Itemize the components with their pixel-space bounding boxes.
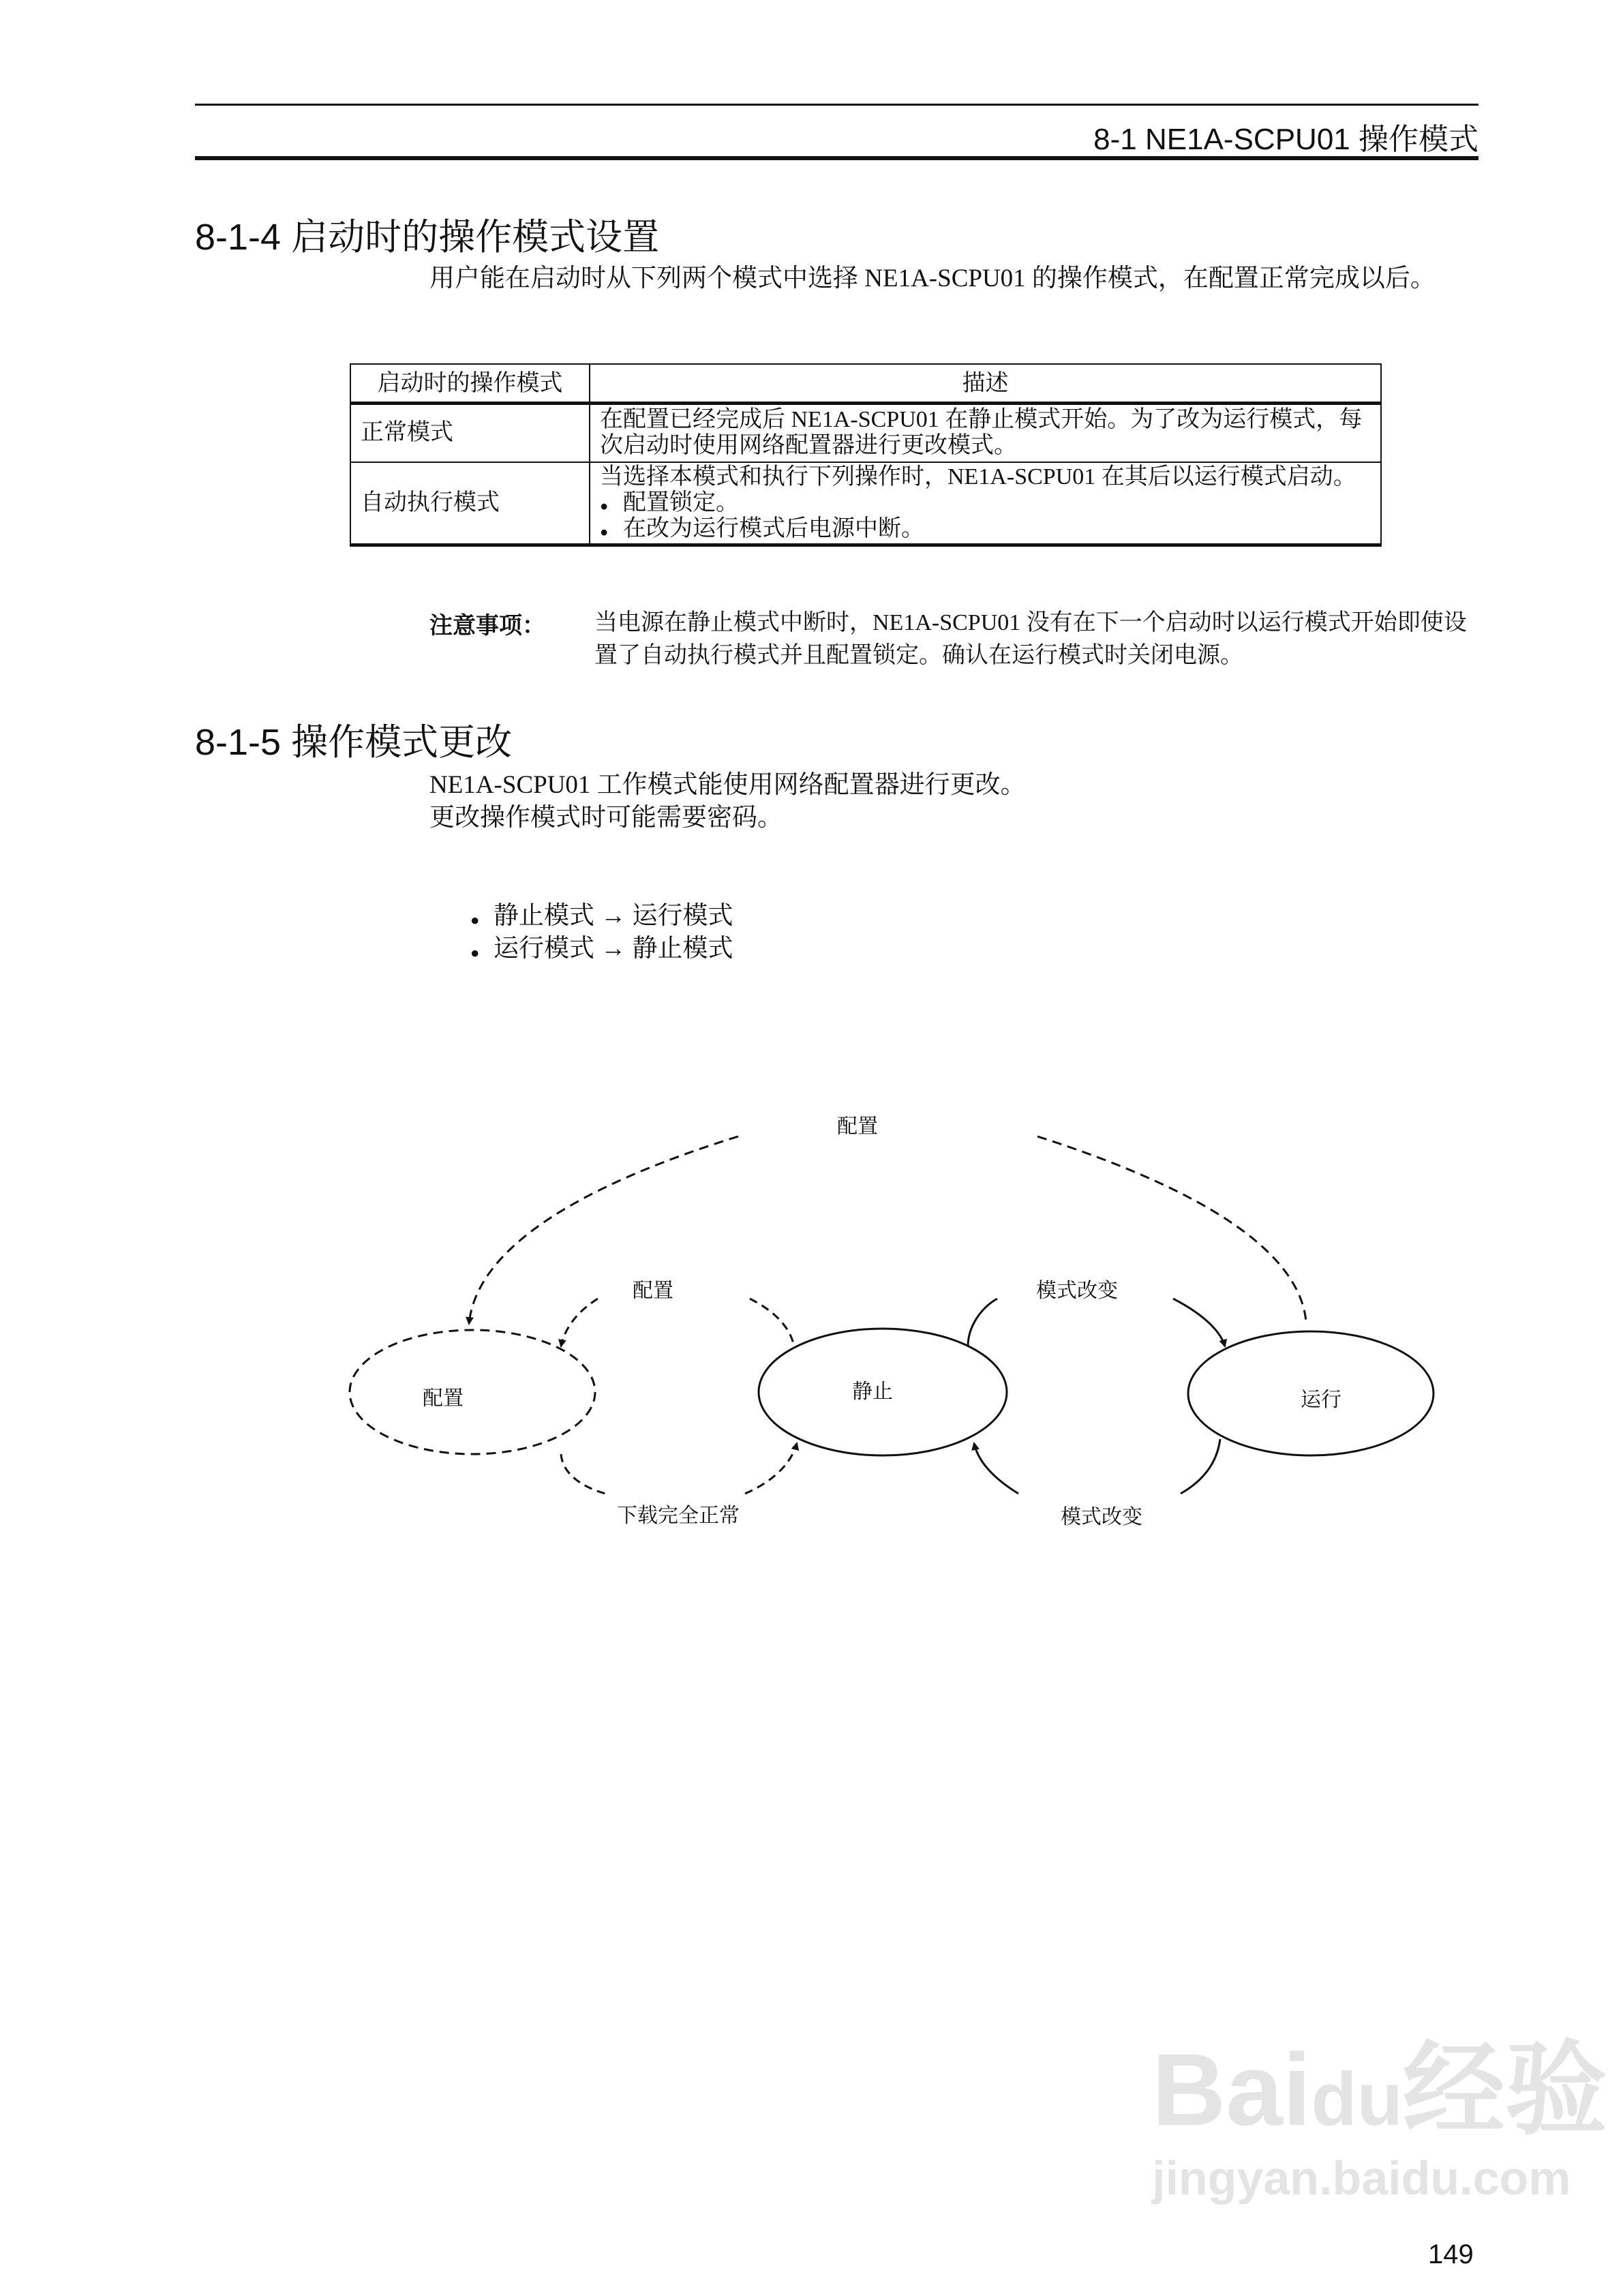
arc-small-right (750, 1299, 794, 1346)
arc-mode-top-right (1173, 1299, 1225, 1346)
page-number: 149 (1428, 2239, 1474, 2269)
transition-label-mode-change-bottom: 模式改变 (1061, 1506, 1142, 1528)
baidu-watermark: Baidu经验 jingyan.baidu.com (1152, 2032, 1607, 2205)
mode-cell: 正常模式 (350, 404, 590, 462)
note-text: 当电源在静止模式中断时，NE1A-SCPU01 没有在下一个启动时以运行模式开始即使设置了自动执行模式并且配置锁定。确认在运行模式时关闭电源。 (594, 610, 1467, 668)
description-text: 当选择本模式和执行下列操作时，NE1A-SCPU01 在其后以运行模式启动。 (600, 464, 1356, 489)
section-814-intro: 用户能在启动时从下列两个模式中选择 NE1A-SCPU01 的操作模式，在配置正常完成以后。 (429, 265, 1436, 292)
list-item: ● 静止模式 → 运行模式 (470, 900, 733, 933)
arc-download-right (745, 1443, 797, 1494)
arc-mode-bottom-right (1181, 1439, 1220, 1494)
mode-cell: 自动执行模式 (350, 462, 590, 545)
list-item: ● 运行模式 → 静止模式 (470, 933, 733, 965)
description-cell: 在配置已经完成后 NE1A-SCPU01 在静止模式开始。为了改为运行模式，每次启动时使用网络配置器进行更改模式。 (590, 404, 1381, 462)
section-814-title: 8-1-4 启动时的操作模式设置 (195, 217, 660, 258)
section-815-line: NE1A-SCPU01 工作模式能使用网络配置器进行更改。 (429, 771, 1026, 799)
running-header: 8-1 NE1A-SCPU01 操作模式 (1093, 123, 1478, 156)
state-config-label: 配置 (423, 1387, 464, 1410)
state-idle-label: 静止 (852, 1380, 893, 1403)
transition-label-mode-change-top: 模式改变 (1036, 1280, 1118, 1302)
list-item: ● 配置锁定。 (600, 490, 1371, 516)
transition-label-download: 下载完全正常 (617, 1505, 740, 1527)
arc-mode-bottom-left (974, 1443, 1018, 1494)
arc-small-left (561, 1299, 598, 1346)
note-label: 注意事项： (429, 613, 545, 639)
arc-download-left (561, 1454, 605, 1494)
table-header: 描述 (590, 364, 1381, 404)
section-815-line: 更改操作模式时可能需要密码。 (429, 804, 783, 832)
section-815-title: 8-1-5 操作模式更改 (195, 722, 513, 763)
list-item: ● 在改为运行模式后电源中断。 (600, 516, 1371, 542)
arc-mode-top-left (968, 1299, 997, 1346)
transition-label-config-small: 配置 (633, 1280, 673, 1302)
transition-label-config-top: 配置 (837, 1115, 878, 1138)
state-run-label: 运行 (1301, 1389, 1341, 1411)
table-header: 启动时的操作模式 (350, 364, 590, 404)
state-config-ellipse (350, 1330, 595, 1454)
arc-top-left (469, 1136, 738, 1324)
